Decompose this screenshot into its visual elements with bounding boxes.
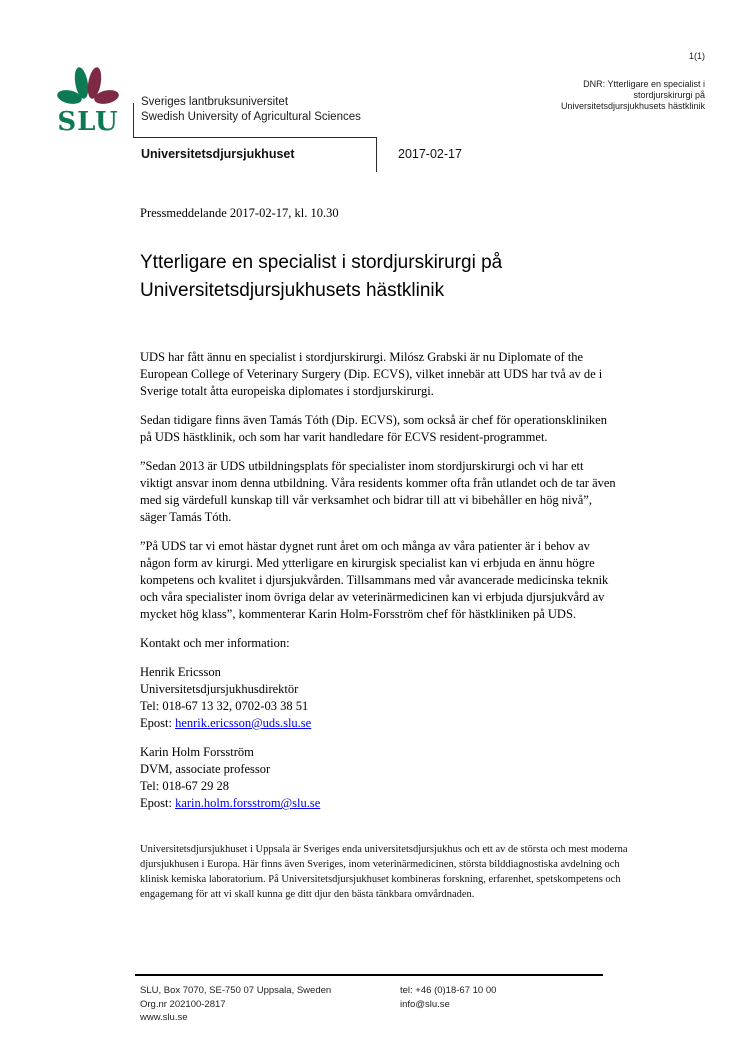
page-number: 1(1) <box>688 51 705 61</box>
letterhead-rule-right <box>376 138 377 172</box>
slu-logo-text: SLU <box>57 107 119 136</box>
page-title: Ytterligare en specialist i stordjurskirurgi på Universitetsdjursjukhusets hästklinik <box>140 252 503 301</box>
contact-card <box>140 664 618 732</box>
slu-logo <box>56 60 120 136</box>
footer-rule <box>135 974 603 976</box>
dnr-line: stordjurskirurgi på <box>633 90 705 100</box>
dnr-reference <box>561 79 705 112</box>
contact-name: Henrik Ericsson <box>140 665 221 679</box>
university-name-sv: Sveriges lantbruksuniversitet <box>141 96 289 108</box>
body-paragraph: ”Sedan 2013 är UDS utbildningsplats för specialister inom stordjurskirurgi och vi har ett viktigt ansvar inom denna utbildning. Våra residents kommer ofta från utlandet och de tar även med sig värdefull kunskap till vår verksamhet och bidrar till att vi bibehåller en hög nivå”, säger Tamás Tóth. <box>140 459 616 524</box>
contact-email-label: Epost: <box>140 716 176 730</box>
boilerplate-text: Universitetsdjursjukhuset i Uppsala är Sveriges enda universitetsdjursjukhus och ett av de största och mest moderna djursjukhusen i Europa. Här finns även Sveriges, inom veterinärmedicinen, största bilddiagnostiska avdelning och klinisk kemiska laboratorium. På Universitetsdjursjukhuset kombineras forskning, erfarenhet, spetskompetens och engagemang för att vi skall kunna ge ditt djur den bästa tänkbara omvårdnaden. <box>140 844 628 900</box>
document-date: 2017-02-17 <box>398 147 462 161</box>
contact-role: Universitetsdjursjukhusdirektör <box>140 682 299 696</box>
footer-address: SLU, Box 7070, SE-750 07 Uppsala, Sweden <box>140 985 332 996</box>
university-name-en: Swedish University of Agricultural Sciences <box>141 111 361 123</box>
footer-contact-block <box>400 984 496 1011</box>
footer-address-block <box>140 984 331 1025</box>
footer-website: www.slu.se <box>140 1012 188 1023</box>
contact-heading: Kontakt och mer information: <box>140 636 290 650</box>
press-release-line: Pressmeddelande 2017-02-17, kl. 10.30 <box>140 206 339 220</box>
letterhead-rule-left <box>133 103 134 137</box>
contact-card <box>140 744 618 812</box>
body-paragraph: Sedan tidigare finns även Tamás Tóth (Dip. ECVS), som också är chef för operationskliniken på UDS hästklinik, och som har varit handledare för ECVS resident-programmet. <box>140 413 607 444</box>
contact-name: Karin Holm Forsström <box>140 745 254 759</box>
dnr-line: Universitetsdjursjukhusets hästklinik <box>560 101 705 111</box>
university-name-block <box>141 95 361 125</box>
contact-tel: Tel: 018-67 29 28 <box>140 779 230 793</box>
contact-role: DVM, associate professor <box>140 762 271 776</box>
department-name: Universitetsdjursjukhuset <box>141 147 295 161</box>
email-link[interactable]: karin.holm.forsstrom@slu.se <box>175 796 321 810</box>
slu-leaf-icon <box>56 60 120 136</box>
document-body <box>140 206 628 902</box>
contact-tel: Tel: 018-67 13 32, 0702-03 38 51 <box>140 699 309 713</box>
footer-tel: tel: +46 (0)18-67 10 00 <box>400 985 497 996</box>
footer-orgnr: Org.nr 202100-2817 <box>140 998 226 1010</box>
letterhead-rule-horizontal <box>133 137 377 138</box>
contact-email-line <box>140 795 618 812</box>
dnr-line: DNR: Ytterligare en specialist i <box>583 79 705 89</box>
contact-email-line <box>140 715 618 732</box>
contact-email-label: Epost: <box>140 796 176 810</box>
body-paragraph: UDS har fått ännu en specialist i stordjurskirurgi. Milósz Grabski är nu Diplomate of the European College of Veterinary Surgery (Dip. ECVS), vilket innebär att UDS har två av de i Sverige totalt åtta europeiska diplomates i stordjurskirurgi. <box>140 350 603 398</box>
email-link[interactable]: henrik.ericsson@uds.slu.se <box>175 716 312 730</box>
footer-email: info@slu.se <box>400 998 450 1010</box>
body-paragraph: ”På UDS tar vi emot hästar dygnet runt året om och många av våra patienter är i behov av någon form av kirurgi. Med ytterligare en kirurgisk specialist kan vi erbjuda en ännu högre kompetens och kvalitet i djursjukvården. Tillsammans med vår avancerade medicinska teknik och våra specialister inom övriga delar av veterinärmedicinen kan vi erbjuda djursjukvård av mycket hög klass”, kommenterar Karin Holm-Forsström chef för hästkliniken på UDS. <box>140 539 609 621</box>
